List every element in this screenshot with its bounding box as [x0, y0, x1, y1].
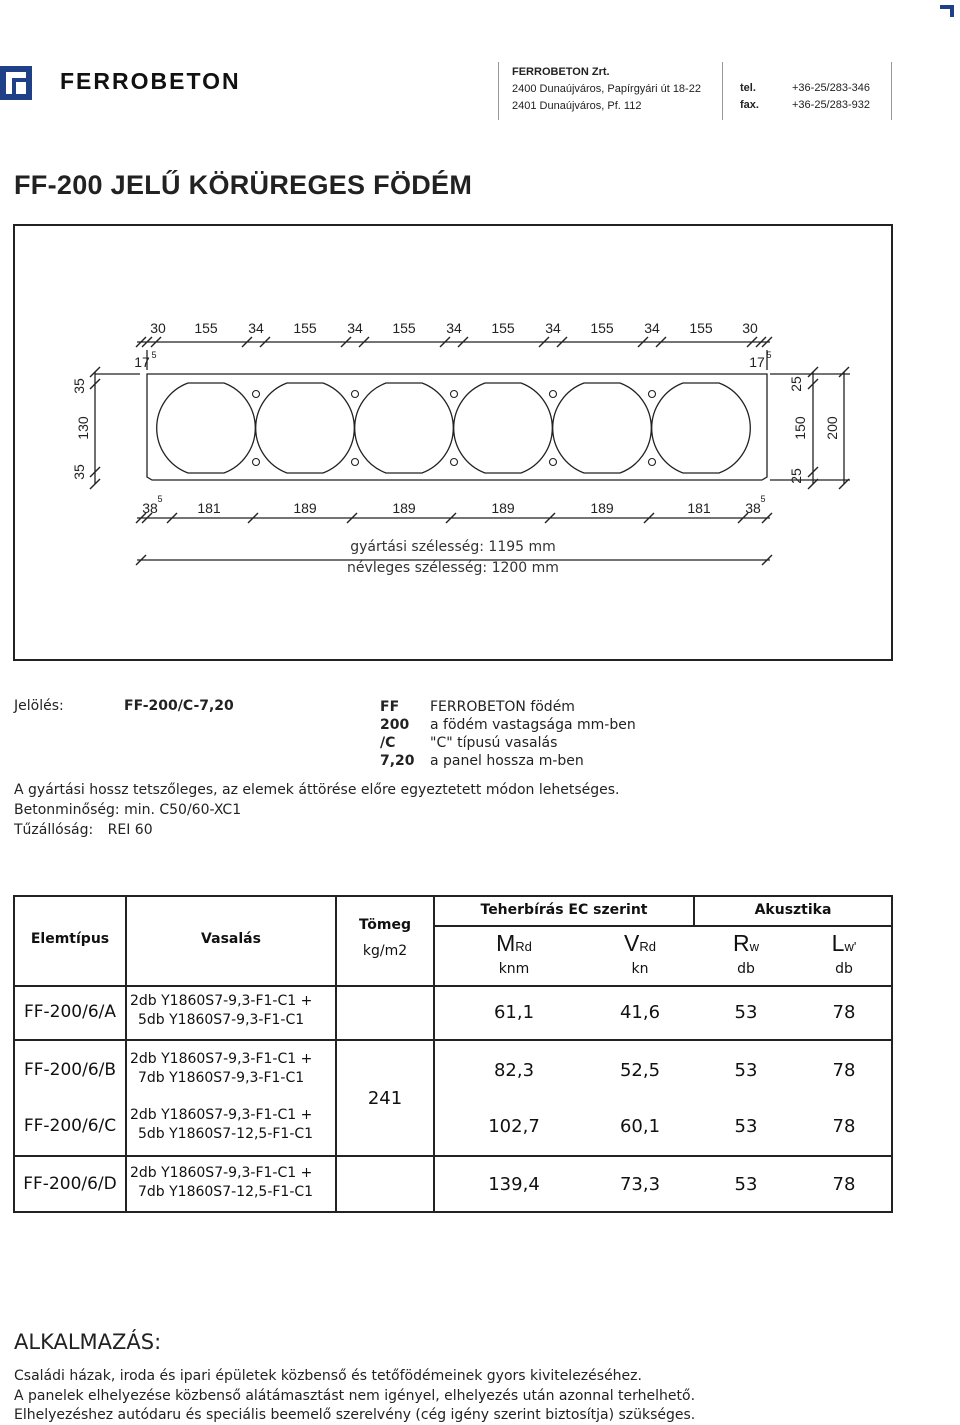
bottom-edge-sup: 5	[760, 494, 766, 504]
legend-key: FF	[380, 699, 400, 715]
row-vrd: 52,5	[619, 1060, 661, 1081]
bottom-dimension: 189	[392, 500, 416, 516]
top-dimension: 34	[446, 320, 462, 336]
edge-dimension-sup: 5	[766, 350, 772, 360]
designation-label: Jelölés:	[14, 698, 64, 714]
col-header-lw	[794, 930, 894, 957]
row-rebar-1: 2db Y1860S7-9,3-F1-C1 +	[130, 1051, 313, 1067]
tel-label: tel.	[740, 82, 756, 94]
fire-value: REI 60	[107, 822, 153, 838]
right-dimension: 25	[788, 468, 804, 484]
edge-dimension-right: 17	[749, 354, 765, 370]
row-rebar-2: 5db Y1860S7-9,3-F1-C1	[138, 1012, 305, 1028]
vrd-symbol: V	[624, 930, 640, 956]
row-rebar-1: 2db Y1860S7-9,3-F1-C1 +	[130, 1165, 313, 1181]
top-dimension: 155	[689, 320, 713, 336]
top-dimension: 34	[248, 320, 264, 336]
lw-symbol: L	[831, 930, 845, 956]
row-rebar-2: 5db Y1860S7-12,5-F1-C1	[138, 1126, 314, 1142]
row-mrd: 61,1	[493, 1002, 535, 1023]
col-header-acoustic: Akusztika	[754, 902, 832, 918]
row-mrd: 82,3	[493, 1060, 535, 1081]
top-dimension: 155	[590, 320, 614, 336]
col-header-mass: Tömeg	[359, 917, 411, 933]
row-rebar-1: 2db Y1860S7-9,3-F1-C1 +	[130, 1107, 313, 1123]
total-height-dimension: 200	[824, 416, 840, 440]
left-dimension: 130	[75, 416, 91, 440]
col-header-capacity: Teherbírás EC szerint	[480, 902, 648, 918]
row-type: FF-200/6/A	[23, 1002, 117, 1022]
brand-name: FERROBETON	[60, 68, 241, 94]
legend-desc: "C" típusú vasalás	[430, 735, 558, 751]
top-dimension: 30	[742, 320, 758, 336]
row-rebar-1: 2db Y1860S7-9,3-F1-C1 +	[130, 993, 313, 1009]
vrd-unit: kn	[631, 961, 649, 977]
row-lw: 78	[832, 1002, 856, 1023]
bottom-edge-sup: 5	[157, 494, 163, 504]
company-name: FERROBETON Zrt.	[512, 66, 610, 78]
top-dimension: 34	[347, 320, 363, 336]
fax-number: +36-25/283-932	[792, 99, 870, 111]
bottom-dimension: 189	[293, 500, 317, 516]
company-address-2: 2401 Dunaújváros, Pf. 112	[512, 100, 642, 112]
lw-unit: db	[835, 961, 853, 977]
row-type: FF-200/6/D	[23, 1174, 117, 1194]
bottom-dimension: 181	[197, 500, 221, 516]
right-dimension: 150	[792, 416, 808, 440]
bottom-dimension: 189	[590, 500, 614, 516]
application-line: Elhelyezéshez autódaru és speciális beemelő szerelvény (cég igény szerint biztosítja) szükséges.	[14, 1407, 696, 1423]
left-dimension: 35	[71, 378, 87, 394]
row-rw: 53	[734, 1174, 758, 1195]
fire-label: Tűzállóság:	[14, 822, 94, 838]
legend-key: 200	[380, 717, 410, 733]
mass-value: 241	[367, 1088, 403, 1109]
legend-key: 7,20	[380, 753, 415, 769]
top-dimension: 34	[644, 320, 660, 336]
row-lw: 78	[832, 1174, 856, 1195]
vrd-subscript: Rd	[639, 939, 656, 954]
rw-symbol: R	[732, 930, 750, 956]
row-mrd: 102,7	[488, 1116, 540, 1137]
page-title: FF-200 JELŰ KÖRÜREGES FÖDÉM	[14, 170, 473, 200]
col-header-rebar: Vasalás	[201, 931, 261, 947]
col-header-rw	[696, 930, 796, 957]
company-address-1: 2400 Dunaújváros, Papírgyári út 18-22	[512, 83, 701, 95]
col-header-mass-unit: kg/m2	[362, 943, 408, 959]
designation-code: FF-200/C-7,20	[124, 698, 234, 714]
rw-subscript: w	[749, 939, 759, 954]
row-vrd: 60,1	[619, 1116, 661, 1137]
rw-unit: db	[737, 961, 755, 977]
edge-dimension-left: 17	[134, 354, 150, 370]
application-line: A panelek elhelyezése közbenső alátámasztást nem igényel, elhelyezés után azonnal terhelhető.	[14, 1388, 696, 1404]
mrd-subscript: Rd	[515, 939, 532, 954]
legend-key: /C	[380, 735, 396, 751]
row-rw: 53	[734, 1002, 758, 1023]
mrd-unit: knm	[498, 961, 530, 977]
top-dimension: 34	[545, 320, 561, 336]
legend-desc: a födém vastagsága mm-ben	[430, 717, 636, 733]
row-lw: 78	[832, 1116, 856, 1137]
tel-number: +36-25/283-346	[792, 82, 870, 94]
bottom-dimension: 189	[491, 500, 515, 516]
col-header-type: Elemtípus	[30, 931, 110, 947]
row-vrd: 41,6	[619, 1002, 661, 1023]
row-rebar-2: 7db Y1860S7-9,3-F1-C1	[138, 1070, 305, 1086]
bottom-dimension: 38	[142, 500, 158, 516]
top-dimension: 155	[194, 320, 218, 336]
right-dimension: 25	[788, 376, 804, 392]
mrd-symbol: M	[496, 930, 516, 956]
application-line: Családi házak, iroda és ipari épületek közbenső és tetőfödémeinek gyors kivitelezéséhez.	[14, 1368, 642, 1384]
nominal-width-label: névleges szélesség: 1200 mm	[347, 560, 559, 576]
row-rw: 53	[734, 1060, 758, 1081]
top-dimension: 30	[150, 320, 166, 336]
fax-label: fax.	[740, 99, 759, 111]
row-type: FF-200/6/C	[23, 1116, 117, 1136]
top-dimension: 155	[293, 320, 317, 336]
application-title: ALKALMAZÁS:	[14, 1330, 162, 1354]
top-dimension: 155	[392, 320, 416, 336]
row-vrd: 73,3	[619, 1174, 661, 1195]
row-mrd: 139,4	[488, 1174, 540, 1195]
note-length: A gyártási hossz tetszőleges, az elemek áttörése előre egyeztetett módon lehetséges.	[14, 782, 620, 798]
row-rebar-2: 7db Y1860S7-12,5-F1-C1	[138, 1184, 314, 1200]
left-dimension: 35	[71, 464, 87, 480]
legend-desc: FERROBETON födém	[430, 699, 575, 715]
lw-subscript: w'	[844, 939, 857, 954]
row-lw: 78	[832, 1060, 856, 1081]
bottom-dimension: 38	[745, 500, 761, 516]
production-width-label: gyártási szélesség: 1195 mm	[350, 539, 556, 555]
bottom-dimension: 181	[687, 500, 711, 516]
row-rw: 53	[734, 1116, 758, 1137]
edge-dimension-sup: 5	[151, 350, 157, 360]
top-dimension: 155	[491, 320, 515, 336]
note-concrete: Betonminőség: min. C50/60-XC1	[14, 802, 242, 818]
legend-desc: a panel hossza m-ben	[430, 753, 584, 769]
row-type: FF-200/6/B	[23, 1060, 117, 1080]
